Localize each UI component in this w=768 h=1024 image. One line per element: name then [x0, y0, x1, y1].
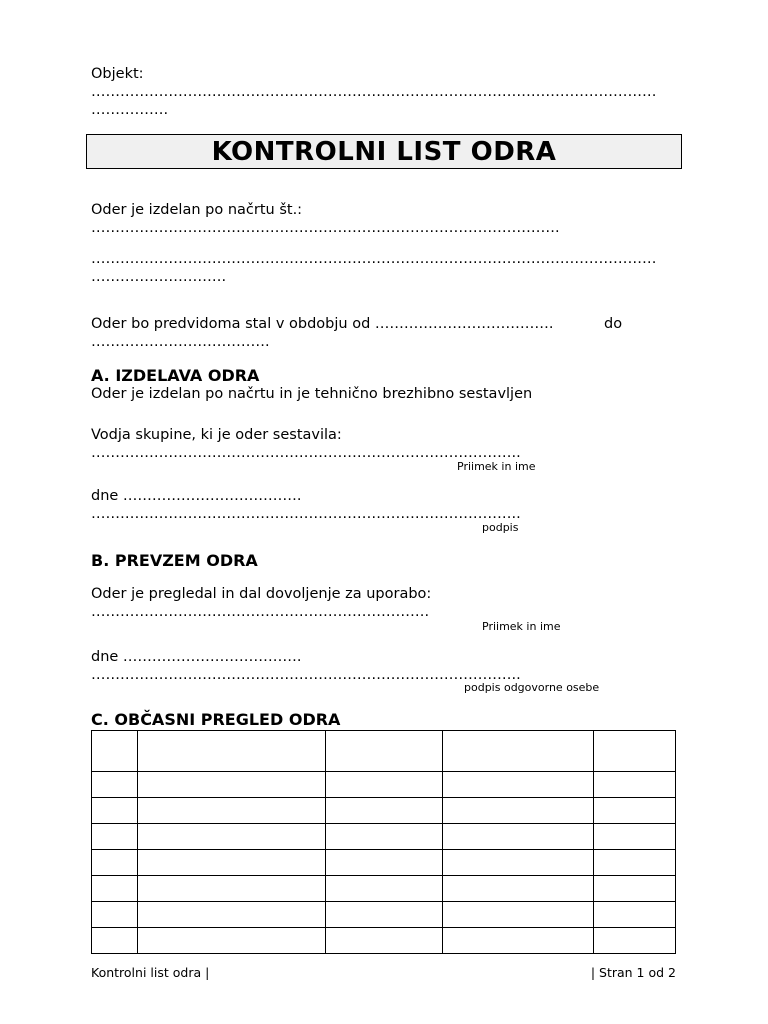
nacrt-label: Oder je izdelan po načrtu št.: [91, 202, 303, 218]
table-cell[interactable] [443, 928, 594, 954]
table-row [92, 928, 676, 954]
table-cell[interactable] [137, 876, 325, 902]
leader-name-caption: Priimek in ime [457, 460, 536, 473]
section-a-statement: Oder je izdelan po načrtu in je tehnično brezhibno sestavljen [91, 386, 533, 402]
table-cell[interactable] [594, 731, 676, 772]
document-title: KONTROLNI LIST ODRA [211, 136, 557, 167]
table-cell[interactable] [325, 850, 443, 876]
table-row [92, 850, 676, 876]
table-cell[interactable] [137, 824, 325, 850]
table-cell[interactable] [92, 731, 138, 772]
inspector-name-caption: Priimek in ime [482, 620, 561, 633]
table-cell[interactable] [594, 824, 676, 850]
objekt-fill-line-continued: ……………. [91, 102, 169, 118]
table-cell[interactable] [443, 824, 594, 850]
section-b-date: dne ………………………………. [91, 649, 302, 665]
footer-page-number: | Stran 1 od 2 [590, 965, 676, 980]
table-row [92, 772, 676, 798]
nacrt-fill-line: ……………………………………………………………………………………. [91, 220, 560, 236]
section-b-signature-caption: podpis odgovorne osebe [464, 681, 600, 694]
section-b-signature-line: …………………………………………………………………………….. [91, 667, 521, 683]
table-cell[interactable] [137, 928, 325, 954]
table-header-row [92, 731, 676, 772]
table-cell[interactable] [325, 902, 443, 928]
table-cell[interactable] [92, 928, 138, 954]
table-row [92, 798, 676, 824]
footer-left: Kontrolni list odra | [91, 965, 210, 980]
table-cell[interactable] [325, 928, 443, 954]
table-cell[interactable] [325, 824, 443, 850]
table-cell[interactable] [92, 850, 138, 876]
title-box [86, 134, 682, 169]
table-cell[interactable] [137, 902, 325, 928]
period-do-label: do [604, 316, 623, 332]
table-cell[interactable] [594, 850, 676, 876]
table-cell[interactable] [594, 772, 676, 798]
table-cell[interactable] [325, 772, 443, 798]
table-cell[interactable] [92, 902, 138, 928]
table-row [92, 876, 676, 902]
leader-label: Vodja skupine, ki je oder sestavila: [91, 427, 342, 443]
table-cell[interactable] [443, 902, 594, 928]
nacrt-fill-line-2: ……………………………………………………………………………………………………… [91, 251, 657, 267]
table-cell[interactable] [92, 824, 138, 850]
period-end-line: ………………………………. [91, 334, 270, 350]
period-label: Oder bo predvidoma stal v obdobju od ………………………………. [91, 316, 554, 332]
table-cell[interactable] [325, 731, 443, 772]
section-a-signature-caption: podpis [482, 521, 519, 534]
table-cell[interactable] [325, 798, 443, 824]
table-cell[interactable] [92, 772, 138, 798]
table-cell[interactable] [443, 798, 594, 824]
table-cell[interactable] [92, 876, 138, 902]
section-b-statement: Oder je pregledal in dal dovoljenje za uporabo: [91, 586, 432, 602]
table-cell[interactable] [443, 850, 594, 876]
table-cell[interactable] [92, 798, 138, 824]
section-a-date: dne ………………………………. [91, 488, 302, 504]
table-cell[interactable] [594, 902, 676, 928]
table-cell[interactable] [443, 731, 594, 772]
section-b-heading: B. PREVZEM ODRA [91, 551, 258, 570]
section-a-signature-line: …………………………………………………………………………….. [91, 506, 521, 522]
objekt-label: Objekt: [91, 66, 144, 82]
table-cell[interactable] [594, 928, 676, 954]
table-cell[interactable] [137, 798, 325, 824]
table-row [92, 902, 676, 928]
inspector-name-line: ……………………………………………………………. [91, 604, 430, 620]
table-row [92, 824, 676, 850]
table-cell[interactable] [594, 876, 676, 902]
table-cell[interactable] [594, 798, 676, 824]
table-cell[interactable] [325, 876, 443, 902]
section-a-heading: A. IZDELAVA ODRA [91, 366, 260, 385]
table-cell[interactable] [137, 731, 325, 772]
table-cell[interactable] [137, 850, 325, 876]
table-cell[interactable] [443, 772, 594, 798]
nacrt-fill-line-3: ………………………. [91, 269, 227, 285]
leader-name-line: …………………………………………………………………………….. [91, 445, 521, 461]
objekt-fill-line: ……………………………………………………………………………………………………… [91, 84, 657, 100]
table-cell[interactable] [137, 772, 325, 798]
table-cell[interactable] [443, 876, 594, 902]
section-c-heading: C. OBČASNI PREGLED ODRA [91, 710, 341, 729]
inspection-table [91, 730, 676, 954]
